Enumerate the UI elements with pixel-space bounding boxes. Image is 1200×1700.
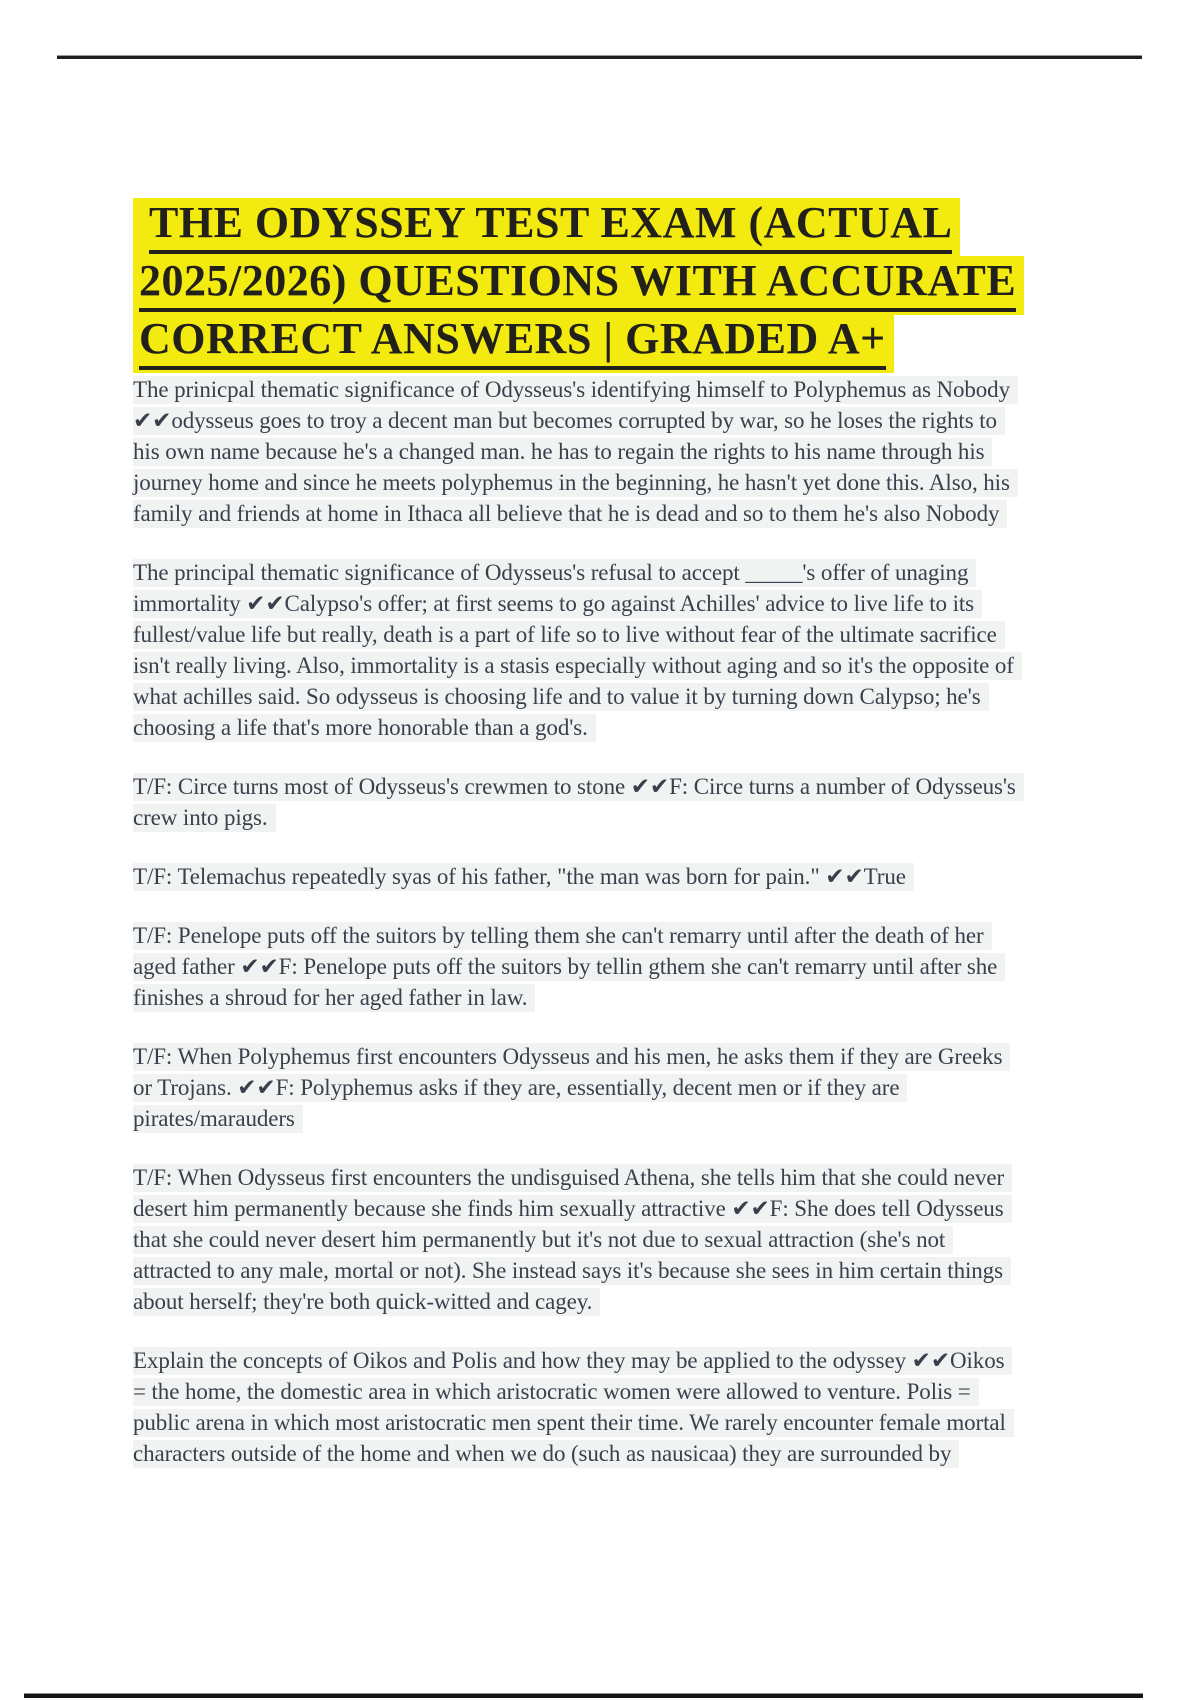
top-divider-rule (57, 55, 1142, 59)
paragraph (133, 1345, 1083, 1469)
body-line: desert him permanently because she finds him sexually attractive ✔✔F: She does tell Odysseus (133, 1193, 1083, 1224)
body-line: pirates/marauders (133, 1103, 1083, 1134)
body-line: crew into pigs. (133, 802, 1083, 833)
body-line: public arena in which most aristocratic men spent their time. We rarely encounter female mortal (133, 1407, 1083, 1438)
body-line: T/F: When Polyphemus first encounters Odysseus and his men, he asks them if they are Greeks (133, 1041, 1083, 1072)
body-line: attracted to any male, mortal or not). She instead says it's because she sees in him certain things (133, 1255, 1083, 1286)
body-line: The principal thematic significance of Odysseus's refusal to accept _____'s offer of unaging (133, 557, 1083, 588)
body-line: isn't really living. Also, immortality is a stasis especially without aging and so it's the opposite of (133, 650, 1083, 681)
title-line-1: THE ODYSSEY TEST EXAM (ACTUAL (133, 198, 1024, 256)
document-body (133, 374, 1083, 1497)
document-title (133, 198, 1024, 372)
body-line: fullest/value life but really, death is a part of life so to live without fear of the ultimate sacrifice (133, 619, 1083, 650)
body-line: immortality ✔✔Calypso's offer; at first seems to go against Achilles' advice to live life to its (133, 588, 1083, 619)
paragraph (133, 1041, 1083, 1134)
body-line: characters outside of the home and when we do (such as nausicaa) they are surrounded by (133, 1438, 1083, 1469)
paragraph (133, 557, 1083, 743)
body-line: about herself; they're both quick-witted and cagey. (133, 1286, 1083, 1317)
body-line: ✔✔odysseus goes to troy a decent man but becomes corrupted by war, so he loses the rights to (133, 405, 1083, 436)
paragraph (133, 374, 1083, 529)
body-line: his own name because he's a changed man. he has to regain the rights to his name through his (133, 436, 1083, 467)
body-line: or Trojans. ✔✔F: Polyphemus asks if they are, essentially, decent men or if they are (133, 1072, 1083, 1103)
paragraph (133, 861, 1083, 892)
body-line: choosing a life that's more honorable than a god's. (133, 712, 1083, 743)
body-line: T/F: Telemachus repeatedly syas of his father, "the man was born for pain." ✔✔True (133, 861, 1083, 892)
body-line: Explain the concepts of Oikos and Polis and how they may be applied to the odyssey ✔✔Oikos (133, 1345, 1083, 1376)
paragraph (133, 1162, 1083, 1317)
title-line-2: 2025/2026) QUESTIONS WITH ACCURATE (133, 256, 1024, 314)
body-line: T/F: Circe turns most of Odysseus's crewmen to stone ✔✔F: Circe turns a number of Odysseus's (133, 771, 1083, 802)
paragraph (133, 920, 1083, 1013)
body-line: The prinicpal thematic significance of Odysseus's identifying himself to Polyphemus as Nobody (133, 374, 1083, 405)
body-line: that she could never desert him permanently but it's not due to sexual attraction (she's not (133, 1224, 1083, 1255)
bottom-divider-rule (24, 1693, 1143, 1698)
title-line-3: CORRECT ANSWERS | GRADED A+ (133, 314, 1024, 372)
body-line: = the home, the domestic area in which aristocratic women were allowed to venture. Polis = (133, 1376, 1083, 1407)
body-line: T/F: When Odysseus first encounters the undisguised Athena, she tells him that she could never (133, 1162, 1083, 1193)
body-line: journey home and since he meets polyphemus in the beginning, he hasn't yet done this. Also, his (133, 467, 1083, 498)
body-line: aged father ✔✔F: Penelope puts off the suitors by tellin gthem she can't remarry until after she (133, 951, 1083, 982)
paragraph (133, 771, 1083, 833)
body-line: finishes a shroud for her aged father in law. (133, 982, 1083, 1013)
body-line: family and friends at home in Ithaca all believe that he is dead and so to them he's also Nobody (133, 498, 1083, 529)
body-line: what achilles said. So odysseus is choosing life and to value it by turning down Calypso; he's (133, 681, 1083, 712)
body-line: T/F: Penelope puts off the suitors by telling them she can't remarry until after the death of her (133, 920, 1083, 951)
